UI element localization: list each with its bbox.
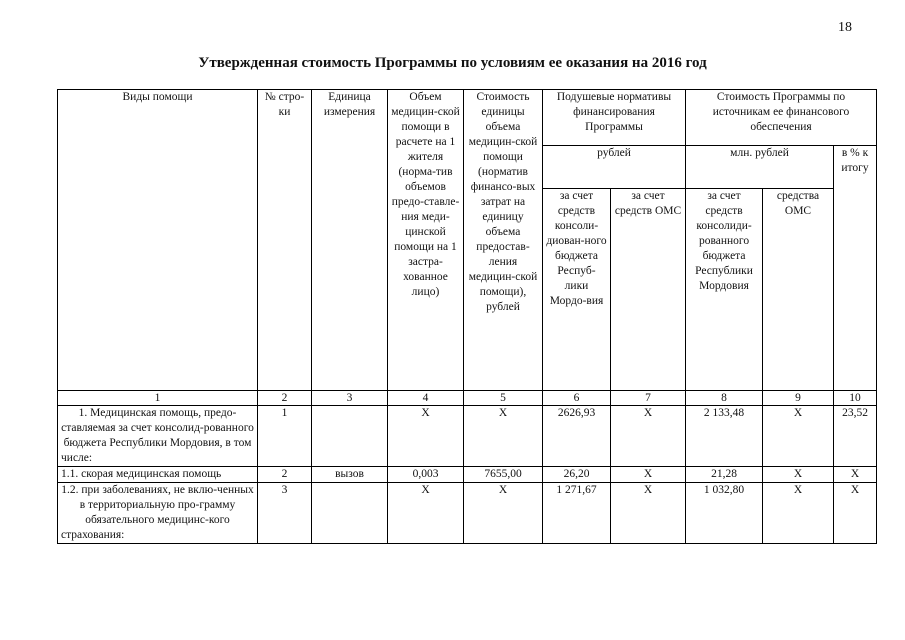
row-value: 21,28	[686, 467, 763, 483]
table-row	[58, 467, 877, 483]
document-title: Утвержденная стоимость Программы по условиям ее оказания на 2016 год	[198, 55, 707, 71]
cost-table	[57, 89, 877, 544]
header-edinica-izmereniya: Единица измерения	[312, 90, 388, 391]
table-row	[58, 406, 877, 467]
column-number: 1	[58, 391, 258, 406]
column-number: 2	[258, 391, 312, 406]
header-obem-pomoshchi: Объем медицин-ской помощи в расчете на 1 жителя (норма-тив объемов предо-ставле-ния меди-цинской помощи на 1 застра-хованное лицо)	[388, 90, 464, 391]
row-value: X	[763, 467, 834, 483]
row-value: 2 133,48	[686, 406, 763, 467]
column-number: 3	[312, 391, 388, 406]
column-number: 7	[611, 391, 686, 406]
row-value: X	[464, 483, 543, 544]
row-unit: вызов	[312, 467, 388, 483]
column-number: 6	[543, 391, 611, 406]
header-byudzhet-rublei: за счет средств консоли-диован-ного бюджета Респуб-лики Мордо-вия	[543, 189, 611, 391]
header-oms-rublei: за счет средств ОМС	[611, 189, 686, 391]
row-value: 0,003	[388, 467, 464, 483]
row-value: 26,20	[543, 467, 611, 483]
row-value: 1 271,67	[543, 483, 611, 544]
header-stoimost-programmy: Стоимость Программы по источникам ее финансового обеспечения	[686, 90, 877, 146]
row-value: X	[611, 406, 686, 467]
row-number: 1	[258, 406, 312, 467]
row-value: X	[388, 483, 464, 544]
row-value: X	[464, 406, 543, 467]
header-sredstva-oms: средства ОМС	[763, 189, 834, 391]
row-value: X	[611, 467, 686, 483]
column-number: 4	[388, 391, 464, 406]
row-value: 2626,93	[543, 406, 611, 467]
header-nomer-stroki: № стро-ки	[258, 90, 312, 391]
row-label: 1. Медицинская помощь, предо-ставляемая за счет консолид-рованного бюджета Республики Мордовия, в том числе:	[58, 406, 258, 467]
header-mln-rublei: млн. рублей	[686, 146, 834, 189]
row-value: X	[763, 406, 834, 467]
column-number-row	[58, 391, 877, 406]
table-row	[58, 483, 877, 544]
page-number: 18	[838, 20, 852, 35]
row-label: 1.1. скорая медицинская помощь	[58, 467, 258, 483]
row-value: X	[834, 467, 877, 483]
header-byudzhet-mln: за счет средств консолиди-рованного бюджета Республики Мордовия	[686, 189, 763, 391]
header-vidy-pomoshchi: Виды помощи	[58, 90, 258, 391]
header-v-procentah: в % к итогу	[834, 146, 877, 391]
row-value: X	[611, 483, 686, 544]
header-stoimost-edinicy: Стоимость единицы объема медицин-ской помощи (норматив финансо-вых затрат на единицу объема предостав-ления медицин-ской помощи), рублей	[464, 90, 543, 391]
column-number: 9	[763, 391, 834, 406]
column-number: 10	[834, 391, 877, 406]
header-rublei: рублей	[543, 146, 686, 189]
row-value: X	[834, 483, 877, 544]
row-value: X	[388, 406, 464, 467]
row-number: 2	[258, 467, 312, 483]
row-value: X	[763, 483, 834, 544]
row-unit	[312, 483, 388, 544]
row-number: 3	[258, 483, 312, 544]
column-number: 8	[686, 391, 763, 406]
row-value: 1 032,80	[686, 483, 763, 544]
row-value: 7655,00	[464, 467, 543, 483]
row-label: 1.2. при заболеваниях, не вклю-ченных в территориальную про-грамму обязательного медицинс-кого страхования:	[58, 483, 258, 544]
header-podushevye-normativy: Подушевые нормативы финансирования Программы	[543, 90, 686, 146]
row-value: 23,52	[834, 406, 877, 467]
column-number: 5	[464, 391, 543, 406]
row-unit	[312, 406, 388, 467]
